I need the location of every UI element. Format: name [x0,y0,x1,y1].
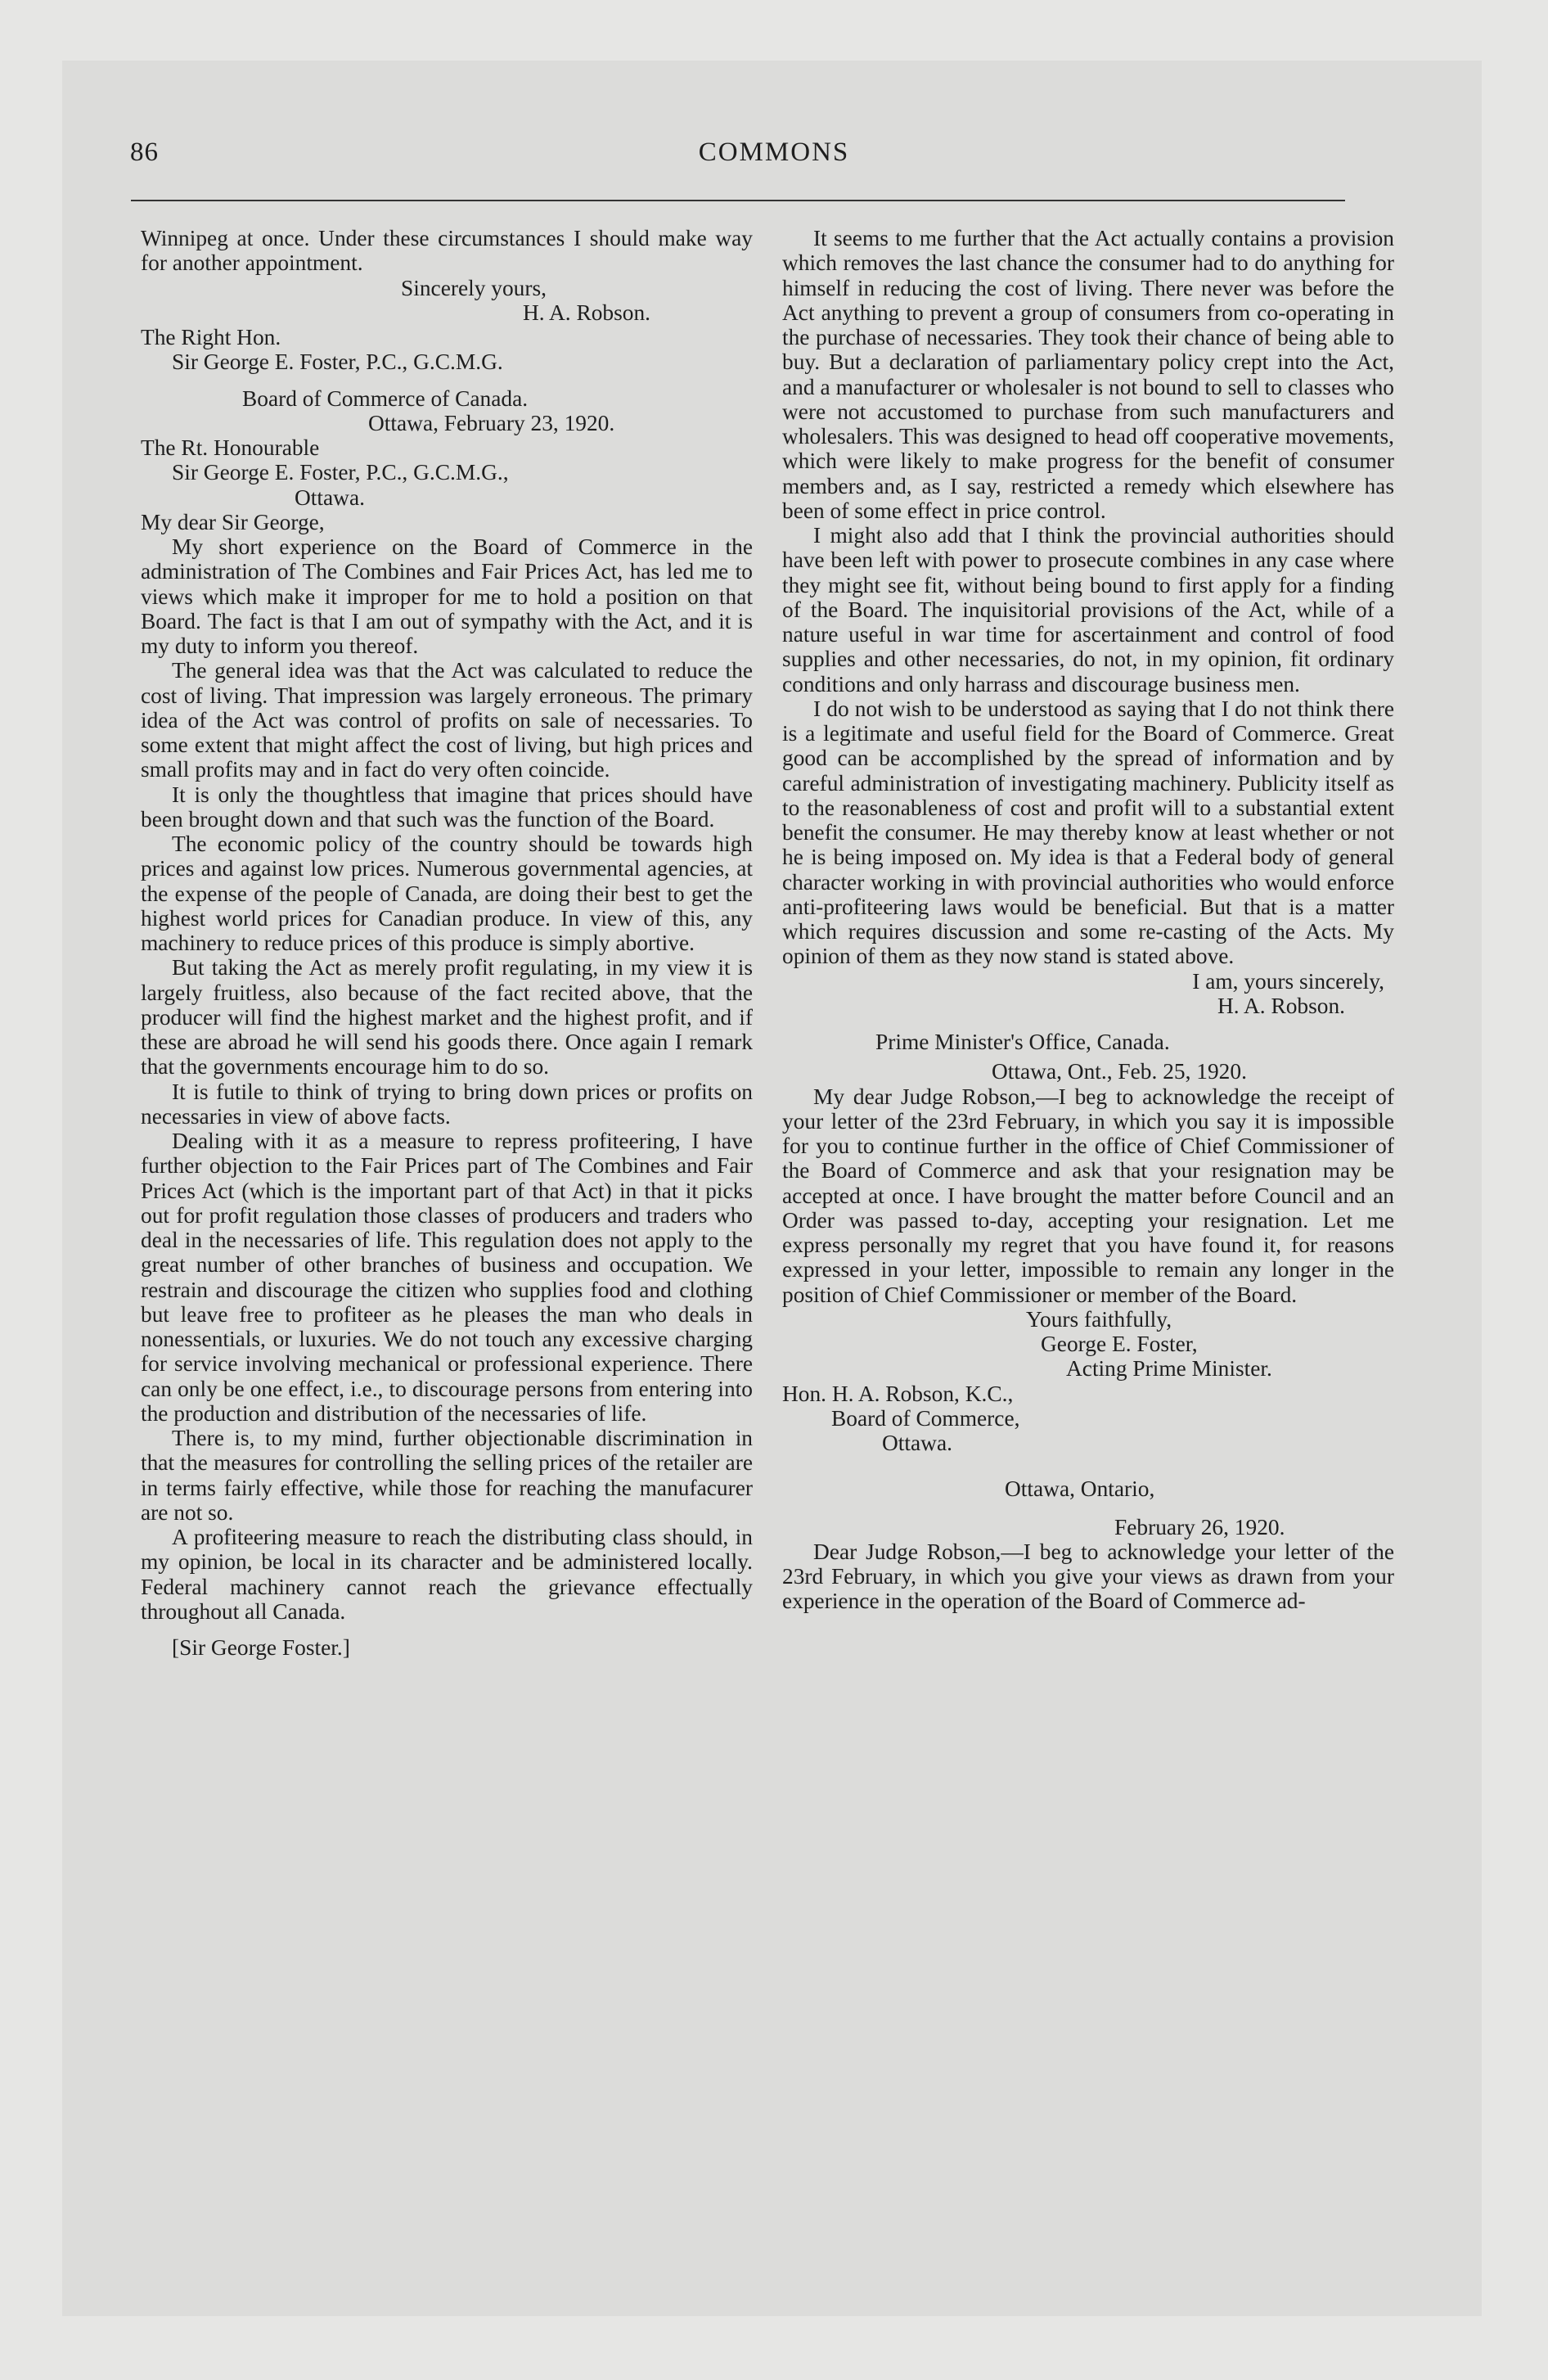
complimentary-close: Sincerely yours, [401,275,547,300]
page-number: 86 [130,137,159,167]
addressee-line: Ottawa. [882,1431,952,1455]
body-paragraph: It is only the thoughtless that imagine that prices should have been brought down and that such was the function of the Board. [141,782,753,832]
signature: George E. Foster, [1041,1332,1198,1356]
addressee-line: The Rt. Honourable [141,435,320,460]
signer-title: Acting Prime Minister. [1066,1356,1272,1382]
header-rule [131,200,1345,201]
body-paragraph: I might also add that I think the provincial authorities should have been left with power to prosecute combines in any case where they might see fit, without being bound to first apply for a finding of the Board. The inquisitorial provisions of the Act, while of a nature useful in war time for ascertainment and control of food supplies and other necessaries, do not, in my opinion, fit ordinary conditions and only harrass and discourage business men. [782,523,1394,696]
body-paragraph: My short experience on the Board of Commerce in the administration of The Combines and Fair Prices Act, has led me to views which make it improper for me to hold a position on that Board. The fact is that I am out of sympathy with the Act, and it is my duty to inform you thereof. [141,534,753,658]
body-paragraph: The general idea was that the Act was calculated to reduce the cost of living. That impression was largely erroneous. The primary idea of the Act was control of profits on sale of necessaries. To some extent that might affect the cost of living, but high prices and small profits may and in fact do very often coincide. [141,658,753,782]
body-paragraph: I do not wish to be understood as saying that I do not think there is a legitimate and useful field for the Board of Commerce. Great good can be accomplished by the spread of information and by careful administration of investigating machinery. Publicity itself as to the reasonableness of cost and profit will to a substantial extent benefit the consumer. He may thereby know at least whether or not he is being imposed on. My idea is that a Federal body of general character working in with provincial authorities who would enforce anti-profiteering laws would be beneficial. But that is a matter which requires discussion and some re-casting of the Acts. My opinion of them as they now stand is stated above. [782,696,1394,969]
spacer [782,1018,1394,1030]
letter-body: My dear Judge Robson,—I beg to acknowledge the receipt of your letter of the 23rd February, in which you say it is impossible for you to continue further in the office of Chief Commissioner of the Board of Commerce and ask that your resignation may be accepted at once. I have brought the matter before Council and an Order was passed to-day, accepting your resignation. Let me express personally my regret that you have found it, for reasons expressed in your letter, impossible to remain any longer in the position of Chief Commissioner or member of the Board. [782,1084,1394,1307]
dateline: Ottawa, Ont., Feb. 25, 1920. [992,1059,1247,1084]
body-paragraph: A profiteering measure to reach the distributing class should, in my opinion, be local in its character and be administered locally. Federal machinery cannot reach the grievance effectually throughout all Canada. [141,1525,753,1624]
running-head: COMMONS [698,137,850,167]
complimentary-close: I am, yours sincerely, [1192,968,1384,994]
spacer [782,1502,1394,1515]
spacer [782,1455,1394,1476]
addressee-line: Ottawa. [295,485,365,510]
addressee-line: Hon. H. A. Robson, K.C., [782,1381,1014,1406]
body-paragraph: Dealing with it as a measure to repress profiteering, I have further objection to the Fair Prices part of The Combines and Fair Prices Act (which is the important part of that Act) in that it picks out for profit regulation those classes of producers and traders who deal in the necessaries of life. This regulation does not apply to the great number of other branches of business and occupation. We restrain and discourage the citizen who supplies food and clothing but leave free to profiteer as he pleases the man who deals in nonessentials, or luxuries. We do not touch any excessive charging for service involving mechanical or professional experience. There can only be one effect, i.e., to discourage persons from entering into the production and distribution of the necessaries of life. [141,1129,753,1426]
addressee-line: Board of Commerce, [831,1405,1020,1431]
dateline: February 26, 1920. [1114,1514,1285,1539]
dateline: Ottawa, February 23, 1920. [368,410,615,435]
spacer [141,375,753,386]
letterhead-office: Prime Minister's Office, Canada. [875,1030,1170,1054]
body-paragraph: It is futile to think of trying to bring down prices or profits on necessaries in view of above facts. [141,1079,753,1129]
speaker-note: [Sir George Foster.] [172,1635,350,1660]
body-paragraph: But taking the Act as merely profit regulating, in my view it is largely fruitless, also because of the fact recited above, that the producer will find the highest market and the highest profit, and if these are abroad he will send his goods there. Once again I remark that the governments encourage him to do so. [141,955,753,1080]
letter-body: Dear Judge Robson,—I beg to acknowledge your letter of the 23rd February, in which you give your views as drawn from your experience in the operation of the Board of Commerce ad- [782,1539,1394,1614]
dateline: Ottawa, Ontario, [1005,1476,1155,1502]
spacer [141,1624,753,1635]
salutation: My dear Sir George, [141,509,325,534]
right-column [782,226,1394,1614]
addressee-line: Sir George E. Foster, P.C., G.C.M.G. [172,349,503,375]
left-column [141,226,753,1660]
addressee-line: Sir George E. Foster, P.C., G.C.M.G., [172,460,509,485]
addressee-line: The Right Hon. [141,325,281,349]
body-paragraph: The economic policy of the country should be towards high prices and against low prices. Numerous governmental agencies, at the expense of the people of Canada, are doing their best to get the highest world prices for Canadian produce. In view of this, any machinery to reduce prices of this produce is simply abortive. [141,832,753,955]
signature: H. A. Robson. [1217,993,1345,1018]
letterhead-office: Board of Commerce of Canada. [242,385,529,411]
signature: H. A. Robson. [523,300,650,325]
opening-text: Winnipeg at once. Under these circumstances I should make way for another appointment. [141,226,753,276]
body-paragraph: It seems to me further that the Act actually contains a provision which removes the last chance the consumer had to do anything for himself in reducing the cost of living. There never was before the Act anything to prevent a group of consumers from co-operating in the purchase of necessaries. They took their chance of being able to buy. But a declaration of parliamentary policy crept into the Act, and a manufacturer or wholesaler is not bound to sell to classes who were not accustomed to purchase from such manufacturers and wholesalers. This was designed to head off cooperative movements, which were likely to make progress for the benefit of consumer members and, as I say, restricted a remedy which elsewhere has been of some effect in price control. [782,226,1394,523]
complimentary-close: Yours faithfully, [1026,1306,1172,1332]
body-paragraph: There is, to my mind, further objectionable discrimination in that the measures for controlling the selling prices of the retailer are in terms fairly effective, while those for reaching the manufacurer are not so. [141,1426,753,1525]
